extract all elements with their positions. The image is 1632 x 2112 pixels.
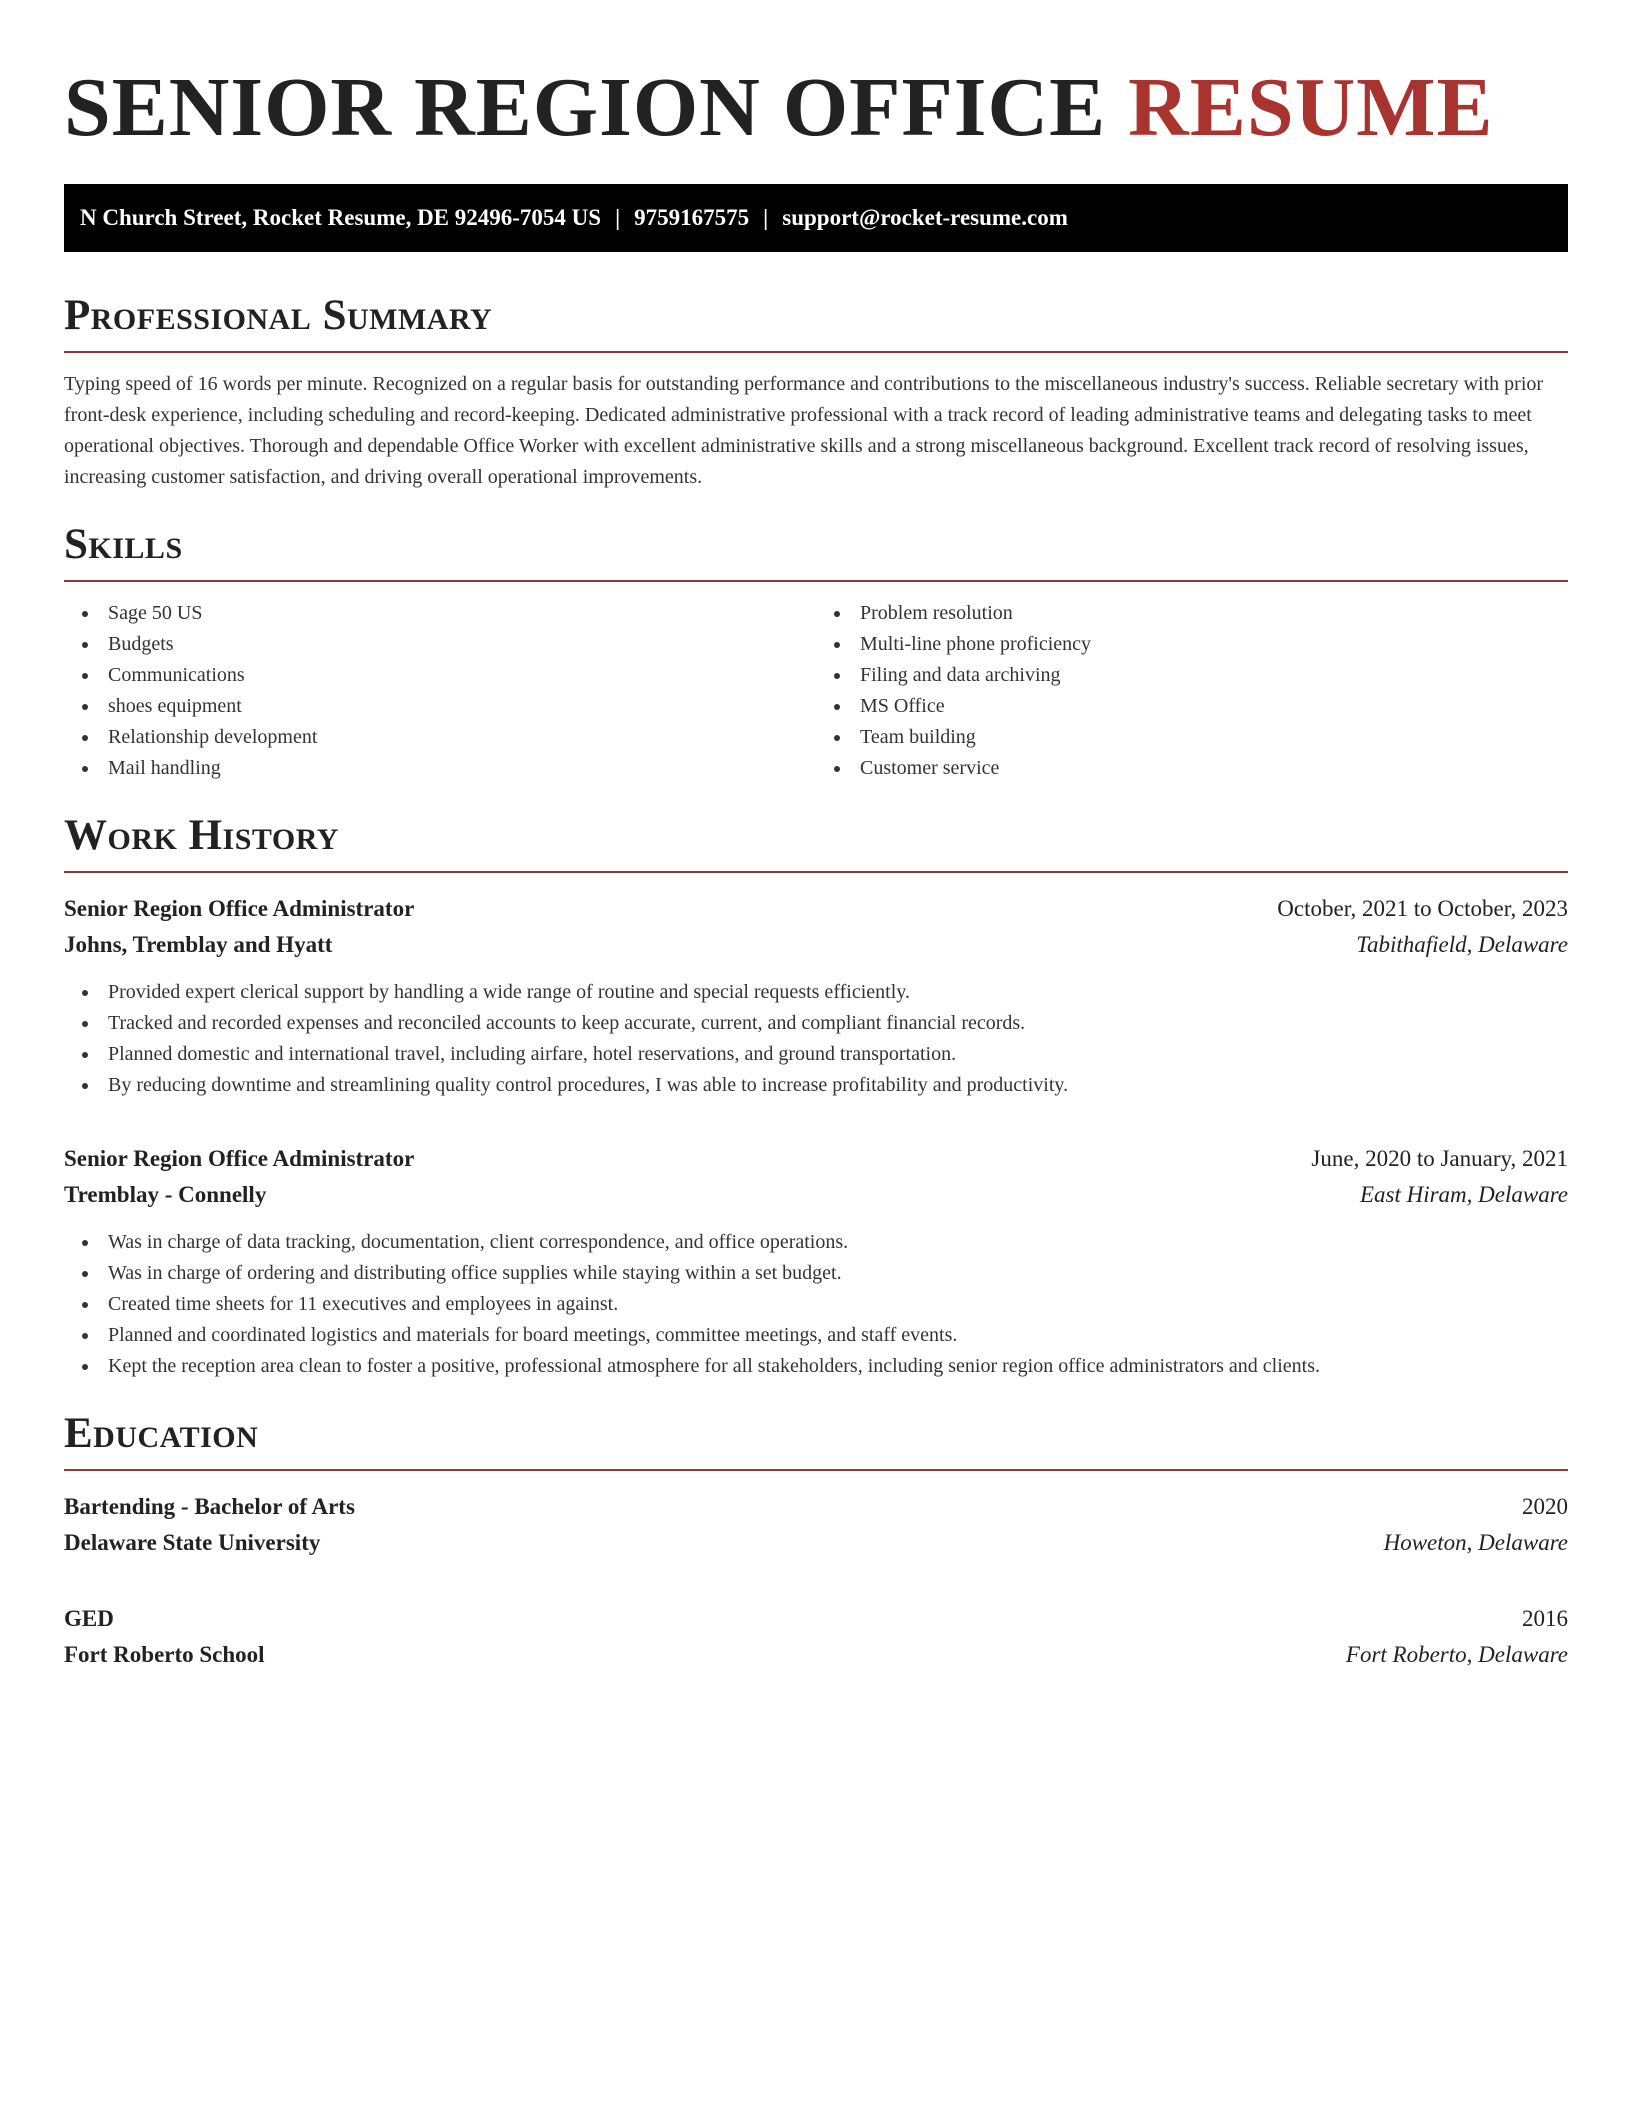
skill-item: shoes equipment — [82, 691, 816, 722]
skill-item: Mail handling — [82, 753, 816, 784]
job-bullet: Tracked and recorded expenses and reconciled accounts to keep accurate, current, and compliant financial records. — [82, 1008, 1568, 1039]
education-location: Fort Roberto, Delaware — [1345, 1642, 1568, 1667]
education-location: Howeton, Delaware — [1383, 1530, 1568, 1555]
contact-email: support@rocket-resume.com — [782, 205, 1068, 230]
skills-heading: Skills — [64, 523, 1568, 582]
summary-text: Typing speed of 16 words per minute. Recognized on a regular basis for outstanding performance and contributions to the miscellaneous industry's success. Reliable secretary with prior front-desk experience, including scheduling and record-keeping. Dedicated administrative professional with a track record of leading administrative teams and delegating tasks to meet operational objectives. Thorough and dependable Office Worker with excellent administrative skills and a strong miscellaneous background. Excellent track record of resolving issues, increasing customer satisfaction, and driving overall operational improvements. — [64, 373, 1544, 488]
contact-separator: | — [763, 205, 769, 230]
contact-bar — [64, 184, 1568, 252]
skill-item: MS Office — [834, 691, 1568, 722]
job-bullet: Created time sheets for 11 executives and employees in against. — [82, 1289, 1568, 1320]
job-entry — [64, 1141, 1568, 1382]
education-entry — [64, 1601, 1568, 1673]
education-school-row — [64, 1637, 1568, 1673]
job-entry — [64, 891, 1568, 1101]
job-header-row — [64, 1141, 1568, 1177]
skills-list-left — [64, 598, 816, 784]
resume-title — [64, 56, 1568, 154]
skill-item: Budgets — [82, 629, 816, 660]
title-accent: RESUME — [1128, 61, 1494, 154]
skills-list-right — [816, 598, 1568, 784]
job-bullets — [64, 977, 1568, 1101]
summary-heading: Professional Summary — [64, 294, 1568, 353]
job-company: Johns, Tremblay and Hyatt — [64, 932, 333, 957]
education-heading: Education — [64, 1412, 1568, 1471]
education-degree: GED — [64, 1606, 114, 1631]
job-bullet: Planned and coordinated logistics and materials for board meetings, committee meetings, and staff events. — [82, 1320, 1568, 1351]
education-section — [64, 1412, 1568, 1673]
job-title: Senior Region Office Administrator — [64, 896, 415, 921]
education-degree-row — [64, 1489, 1568, 1525]
education-school: Fort Roberto School — [64, 1642, 265, 1667]
work-section — [64, 814, 1568, 1382]
summary-section — [64, 294, 1568, 493]
skill-item: Team building — [834, 722, 1568, 753]
skill-item: Sage 50 US — [82, 598, 816, 629]
education-school-row — [64, 1525, 1568, 1561]
job-title: Senior Region Office Administrator — [64, 1146, 415, 1171]
job-dates: June, 2020 to January, 2021 — [1311, 1146, 1568, 1171]
education-year: 2016 — [1522, 1606, 1568, 1631]
education-year: 2020 — [1522, 1494, 1568, 1519]
job-bullet: Was in charge of data tracking, documentation, client correspondence, and office operations. — [82, 1227, 1568, 1258]
education-degree: Bartending - Bachelor of Arts — [64, 1494, 355, 1519]
skill-item: Problem resolution — [834, 598, 1568, 629]
job-bullets — [64, 1227, 1568, 1382]
skills-columns — [64, 598, 1568, 784]
title-main: SENIOR REGION OFFICE — [64, 61, 1107, 154]
job-company: Tremblay - Connelly — [64, 1182, 267, 1207]
job-company-row — [64, 1177, 1568, 1213]
contact-separator: | — [615, 205, 621, 230]
skills-section — [64, 523, 1568, 784]
skill-item: Communications — [82, 660, 816, 691]
job-location: Tabithafield, Delaware — [1356, 932, 1568, 957]
education-entry — [64, 1489, 1568, 1561]
work-heading: Work History — [64, 814, 1568, 873]
skill-item: Filing and data archiving — [834, 660, 1568, 691]
job-location: East Hiram, Delaware — [1359, 1182, 1568, 1207]
job-header-row — [64, 891, 1568, 927]
contact-phone: 9759167575 — [634, 205, 750, 230]
job-bullet: Provided expert clerical support by handling a wide range of routine and special requests efficiently. — [82, 977, 1568, 1008]
job-dates: October, 2021 to October, 2023 — [1277, 896, 1568, 921]
job-bullet: Was in charge of ordering and distributing office supplies while staying within a set budget. — [82, 1258, 1568, 1289]
education-degree-row — [64, 1601, 1568, 1637]
job-bullet: Planned domestic and international travel, including airfare, hotel reservations, and ground transportation. — [82, 1039, 1568, 1070]
contact-address: N Church Street, Rocket Resume, DE 92496-7054 US — [80, 205, 602, 230]
education-school: Delaware State University — [64, 1530, 321, 1555]
skill-item: Customer service — [834, 753, 1568, 784]
job-company-row — [64, 927, 1568, 963]
skill-item: Multi-line phone proficiency — [834, 629, 1568, 660]
job-bullet: By reducing downtime and streamlining quality control procedures, I was able to increase profitability and productivity. — [82, 1070, 1568, 1101]
skill-item: Relationship development — [82, 722, 816, 753]
job-bullet: Kept the reception area clean to foster a positive, professional atmosphere for all stakeholders, including senior region office administrators and clients. — [82, 1351, 1568, 1382]
